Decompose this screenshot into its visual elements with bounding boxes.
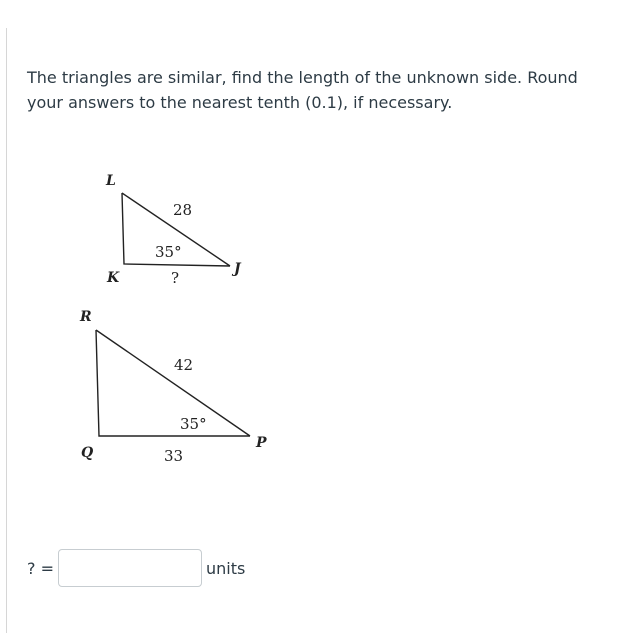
vertex-p-label: P (256, 435, 267, 451)
large-hypotenuse-label: 42 (174, 356, 194, 374)
vertex-j-label: J (234, 261, 241, 277)
answer-units-label: units (205, 558, 246, 578)
answer-prefix-label: ? = (27, 558, 54, 578)
answer-input[interactable] (58, 549, 202, 587)
triangle-small (105, 173, 242, 287)
question-text: The triangles are similar, find the length of the unknown side. Round your answers to the nearest tenth (0.1), if necessary. (27, 68, 578, 112)
large-base-label: 33 (164, 447, 184, 465)
vertex-q-label: Q (81, 445, 94, 461)
vertex-k-label: K (107, 270, 120, 286)
vertex-r-label: R (80, 309, 92, 325)
small-angle-label: 35° (155, 243, 182, 261)
small-base-label: ? (171, 269, 180, 287)
answer-row (27, 548, 245, 588)
large-angle-label: 35° (180, 415, 207, 433)
triangle-large (79, 309, 267, 465)
small-hypotenuse-label: 28 (173, 201, 193, 219)
vertex-l-label: L (106, 173, 116, 189)
